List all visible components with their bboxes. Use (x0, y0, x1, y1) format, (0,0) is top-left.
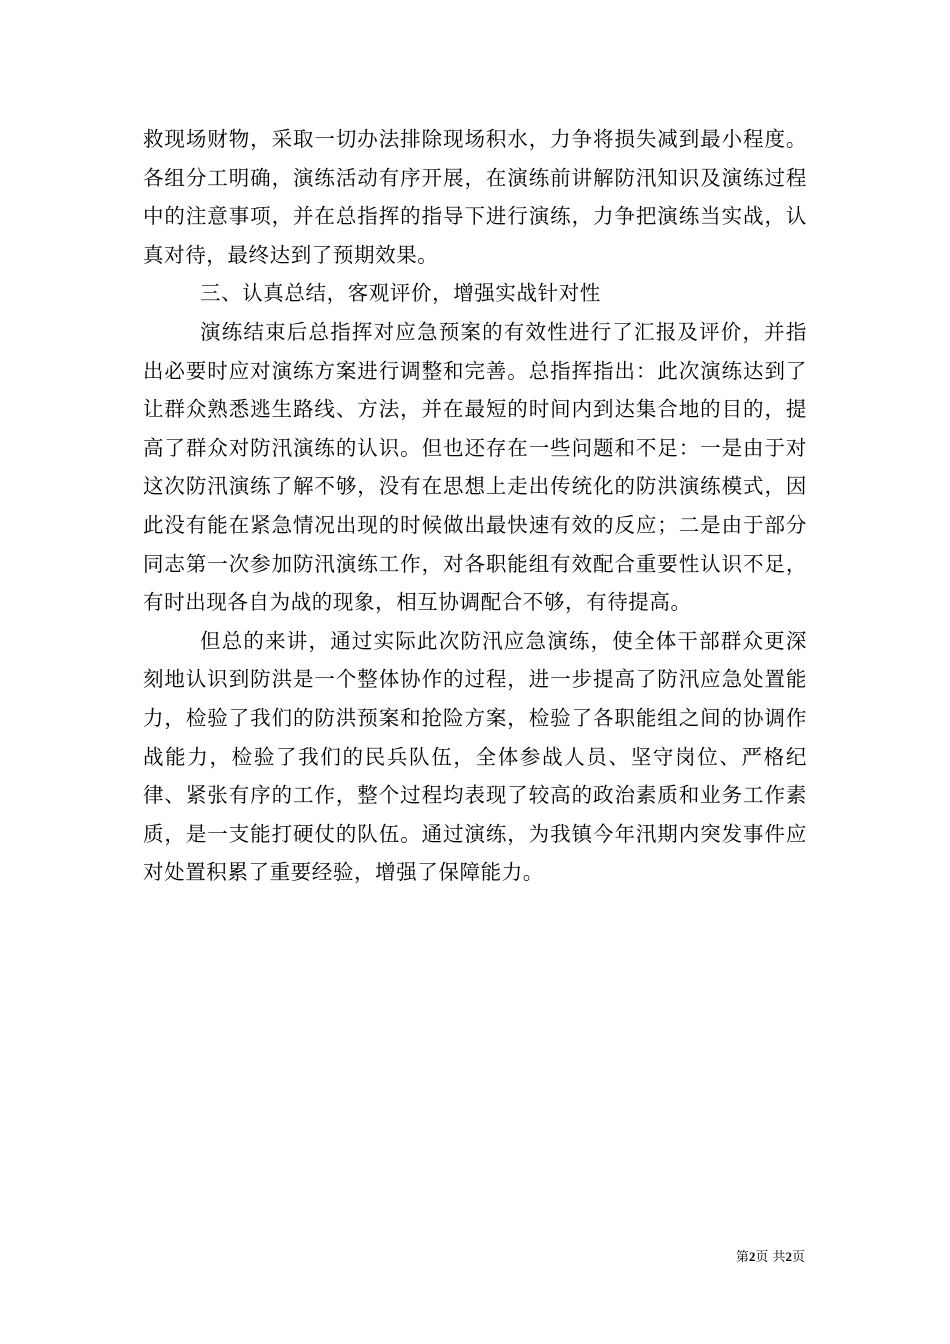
footer-suffix: 页 (791, 1250, 805, 1265)
paragraph-continuation: 救现场财物，采取一切办法排除现场积水，力争将损失减到最小程度。各组分工明确，演练活动有序开展，在演练前讲解防汛知识及演练过程中的注意事项，并在总指挥的指导下进行演练，力争把演练当实战，认真对待，最终达到了预期效果。 (143, 127, 807, 267)
paragraph-evaluation: 演练结束后总指挥对应急预案的有效性进行了汇报及评价，并指出必要时应对演练方案进行调整和完善。总指挥指出：此次演练达到了让群众熟悉逃生路线、方法，并在最短的时间内到达集合地的目的，提高了群众对防汛演练的认识。但也还存在一些问题和不足：一是由于对这次防汛演练了解不够，没有在思想上走出传统化的防洪演练模式，因此没有能在紧急情况出现的时候做出最快速有效的反应；二是由于部分同志第一次参加防汛演练工作，对各职能组有效配合重要性认识不足，有时出现各自为战的现象，相互协调配合不够，有待提高。 (143, 319, 807, 615)
footer-page-number: 2 (748, 1249, 756, 1264)
document-body (143, 120, 807, 892)
footer-total-pages: 2 (785, 1249, 792, 1264)
paragraph-conclusion: 但总的来讲，通过实际此次防汛应急演练，使全体干部群众更深刻地认识到防洪是一个整体协作的过程，进一步提高了防汛应急处置能力，检验了我们的防洪预案和抢险方案，检验了各职能组之间的协调作战能力，检验了我们的民兵队伍，全体参战人员、坚守岗位、严格纪律、紧张有序的工作，整个过程均表现了较高的政治素质和业务工作素质，是一支能打硬仗的队伍。通过演练，为我镇今年汛期内突发事件应对处置积累了重要经验，增强了保障能力。 (143, 628, 807, 885)
section-heading: 三、认真总结，客观评价，增强实战针对性 (200, 281, 601, 306)
page-footer (736, 1249, 805, 1266)
footer-prefix: 第 (735, 1250, 749, 1265)
footer-middle: 页 共 (755, 1250, 786, 1265)
